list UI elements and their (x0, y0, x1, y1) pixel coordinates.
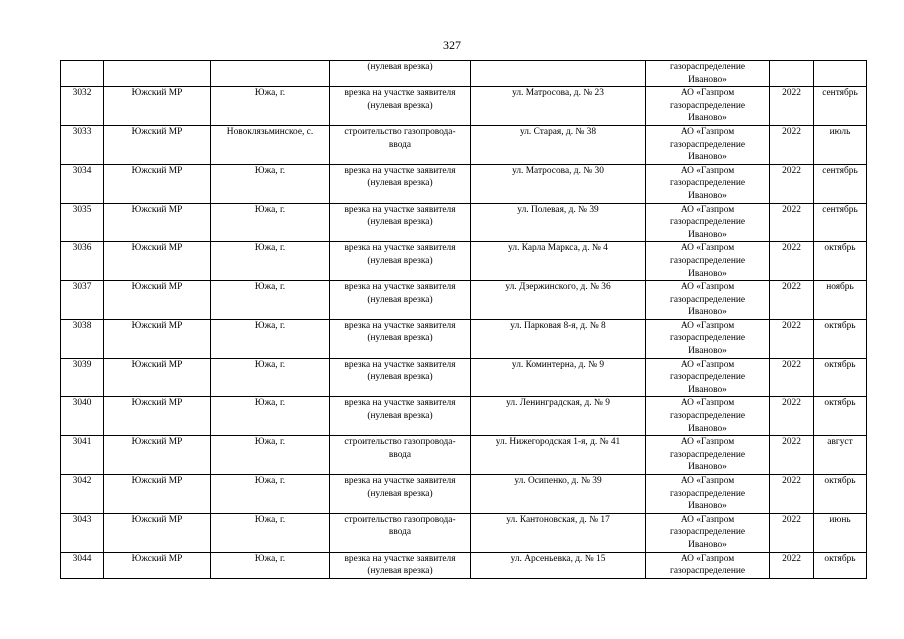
cell-address (471, 61, 646, 87)
cell-month: сентябрь (814, 203, 867, 242)
cell-district: Южский МР (104, 87, 211, 126)
cell-work-type: врезка на участке заявителя (нулевая врезка) (330, 475, 471, 514)
table-row (61, 436, 867, 475)
cell-month: август (814, 436, 867, 475)
table-row (61, 164, 867, 203)
cell-address: ул. Полевая, д. № 39 (471, 203, 646, 242)
cell-work-type: врезка на участке заявителя (нулевая врезка) (330, 319, 471, 358)
cell-locality: Южа, г. (211, 513, 330, 552)
cell-organization: газораспределение Иваново» (646, 61, 770, 87)
cell-work-type: врезка на участке заявителя (нулевая врезка) (330, 87, 471, 126)
cell-organization: АО «Газпром газораспределение Иваново» (646, 513, 770, 552)
cell-year: 2022 (770, 125, 814, 164)
table-row (61, 203, 867, 242)
cell-year: 2022 (770, 397, 814, 436)
cell-year: 2022 (770, 552, 814, 578)
cell-work-type: врезка на участке заявителя (нулевая врезка) (330, 552, 471, 578)
cell-organization: АО «Газпром газораспределение Иваново» (646, 281, 770, 320)
cell-work-type: строительство газопровода- ввода (330, 436, 471, 475)
cell-number: 3034 (61, 164, 104, 203)
cell-number: 3033 (61, 125, 104, 164)
cell-district: Южский МР (104, 164, 211, 203)
cell-address: ул. Дзержинского, д. № 36 (471, 281, 646, 320)
table-row (61, 319, 867, 358)
cell-number: 3038 (61, 319, 104, 358)
cell-number (61, 61, 104, 87)
table-row (61, 125, 867, 164)
cell-district: Южский МР (104, 397, 211, 436)
cell-address: ул. Карла Маркса, д. № 4 (471, 242, 646, 281)
cell-district: Южский МР (104, 242, 211, 281)
cell-month: июнь (814, 513, 867, 552)
table-row (61, 281, 867, 320)
table-body (61, 61, 867, 579)
cell-district: Южский МР (104, 436, 211, 475)
cell-number: 3044 (61, 552, 104, 578)
cell-month: октябрь (814, 319, 867, 358)
cell-locality: Южа, г. (211, 436, 330, 475)
cell-organization: АО «Газпром газораспределение Иваново» (646, 358, 770, 397)
cell-month: сентябрь (814, 164, 867, 203)
cell-locality: Новоклязьминское, с. (211, 125, 330, 164)
cell-month: сентябрь (814, 87, 867, 126)
cell-month: ноябрь (814, 281, 867, 320)
cell-address: ул. Арсеньевка, д. № 15 (471, 552, 646, 578)
cell-number: 3040 (61, 397, 104, 436)
cell-month (814, 61, 867, 87)
cell-work-type: врезка на участке заявителя (нулевая врезка) (330, 358, 471, 397)
cell-locality: Южа, г. (211, 397, 330, 436)
cell-locality: Южа, г. (211, 358, 330, 397)
cell-year: 2022 (770, 436, 814, 475)
cell-organization: АО «Газпром газораспределение Иваново» (646, 164, 770, 203)
cell-address: ул. Парковая 8-я, д. № 8 (471, 319, 646, 358)
cell-number: 3042 (61, 475, 104, 514)
cell-address: ул. Матросова, д. № 23 (471, 87, 646, 126)
cell-district: Южский МР (104, 125, 211, 164)
cell-month: июль (814, 125, 867, 164)
table-row (61, 513, 867, 552)
cell-number: 3032 (61, 87, 104, 126)
cell-number: 3035 (61, 203, 104, 242)
cell-address: ул. Коминтерна, д. № 9 (471, 358, 646, 397)
cell-year: 2022 (770, 242, 814, 281)
cell-number: 3039 (61, 358, 104, 397)
cell-number: 3036 (61, 242, 104, 281)
cell-locality: Южа, г. (211, 552, 330, 578)
cell-locality: Южа, г. (211, 203, 330, 242)
table-row (61, 397, 867, 436)
cell-locality: Южа, г. (211, 242, 330, 281)
cell-district: Южский МР (104, 513, 211, 552)
cell-locality: Южа, г. (211, 281, 330, 320)
table-row (61, 358, 867, 397)
cell-locality (211, 61, 330, 87)
cell-organization: АО «Газпром газораспределение Иваново» (646, 475, 770, 514)
cell-number: 3041 (61, 436, 104, 475)
cell-district (104, 61, 211, 87)
cell-district: Южский МР (104, 319, 211, 358)
cell-year: 2022 (770, 513, 814, 552)
cell-locality: Южа, г. (211, 319, 330, 358)
cell-work-type: (нулевая врезка) (330, 61, 471, 87)
cell-work-type: врезка на участке заявителя (нулевая врезка) (330, 242, 471, 281)
cell-number: 3043 (61, 513, 104, 552)
table-row (61, 475, 867, 514)
cell-year: 2022 (770, 164, 814, 203)
cell-district: Южский МР (104, 281, 211, 320)
cell-locality: Южа, г. (211, 164, 330, 203)
cell-locality: Южа, г. (211, 475, 330, 514)
cell-district: Южский МР (104, 358, 211, 397)
cell-work-type: врезка на участке заявителя (нулевая врезка) (330, 397, 471, 436)
cell-work-type: врезка на участке заявителя (нулевая врезка) (330, 164, 471, 203)
cell-work-type: строительство газопровода- ввода (330, 125, 471, 164)
cell-organization: АО «Газпром газораспределение Иваново» (646, 436, 770, 475)
cell-organization: АО «Газпром газораспределение Иваново» (646, 242, 770, 281)
cell-work-type: строительство газопровода- ввода (330, 513, 471, 552)
cell-locality: Южа, г. (211, 87, 330, 126)
cell-number: 3037 (61, 281, 104, 320)
cell-address: ул. Осипенко, д. № 39 (471, 475, 646, 514)
table-row (61, 87, 867, 126)
cell-address: ул. Ленинградская, д. № 9 (471, 397, 646, 436)
cell-year: 2022 (770, 281, 814, 320)
cell-year: 2022 (770, 319, 814, 358)
table-row-continuation (61, 61, 867, 87)
cell-address: ул. Старая, д. № 38 (471, 125, 646, 164)
cell-month: октябрь (814, 358, 867, 397)
table-row (61, 242, 867, 281)
cell-district: Южский МР (104, 552, 211, 578)
cell-work-type: врезка на участке заявителя (нулевая врезка) (330, 203, 471, 242)
cell-month: октябрь (814, 397, 867, 436)
cell-year: 2022 (770, 358, 814, 397)
page-number: 327 (443, 38, 461, 52)
cell-organization: АО «Газпром газораспределение Иваново» (646, 87, 770, 126)
table-row (61, 552, 867, 578)
cell-organization: АО «Газпром газораспределение (646, 552, 770, 578)
cell-organization: АО «Газпром газораспределение Иваново» (646, 319, 770, 358)
cell-organization: АО «Газпром газораспределение Иваново» (646, 125, 770, 164)
cell-year: 2022 (770, 203, 814, 242)
gasification-table (60, 60, 867, 579)
cell-work-type: врезка на участке заявителя (нулевая врезка) (330, 281, 471, 320)
cell-year: 2022 (770, 87, 814, 126)
cell-district: Южский МР (104, 475, 211, 514)
cell-address: ул. Нижегородская 1-я, д. № 41 (471, 436, 646, 475)
cell-district: Южский МР (104, 203, 211, 242)
cell-month: октябрь (814, 242, 867, 281)
cell-month: октябрь (814, 475, 867, 514)
cell-month: октябрь (814, 552, 867, 578)
cell-year (770, 61, 814, 87)
cell-organization: АО «Газпром газораспределение Иваново» (646, 397, 770, 436)
cell-address: ул. Кантоновская, д. № 17 (471, 513, 646, 552)
cell-year: 2022 (770, 475, 814, 514)
cell-organization: АО «Газпром газораспределение Иваново» (646, 203, 770, 242)
cell-address: ул. Матросова, д. № 30 (471, 164, 646, 203)
